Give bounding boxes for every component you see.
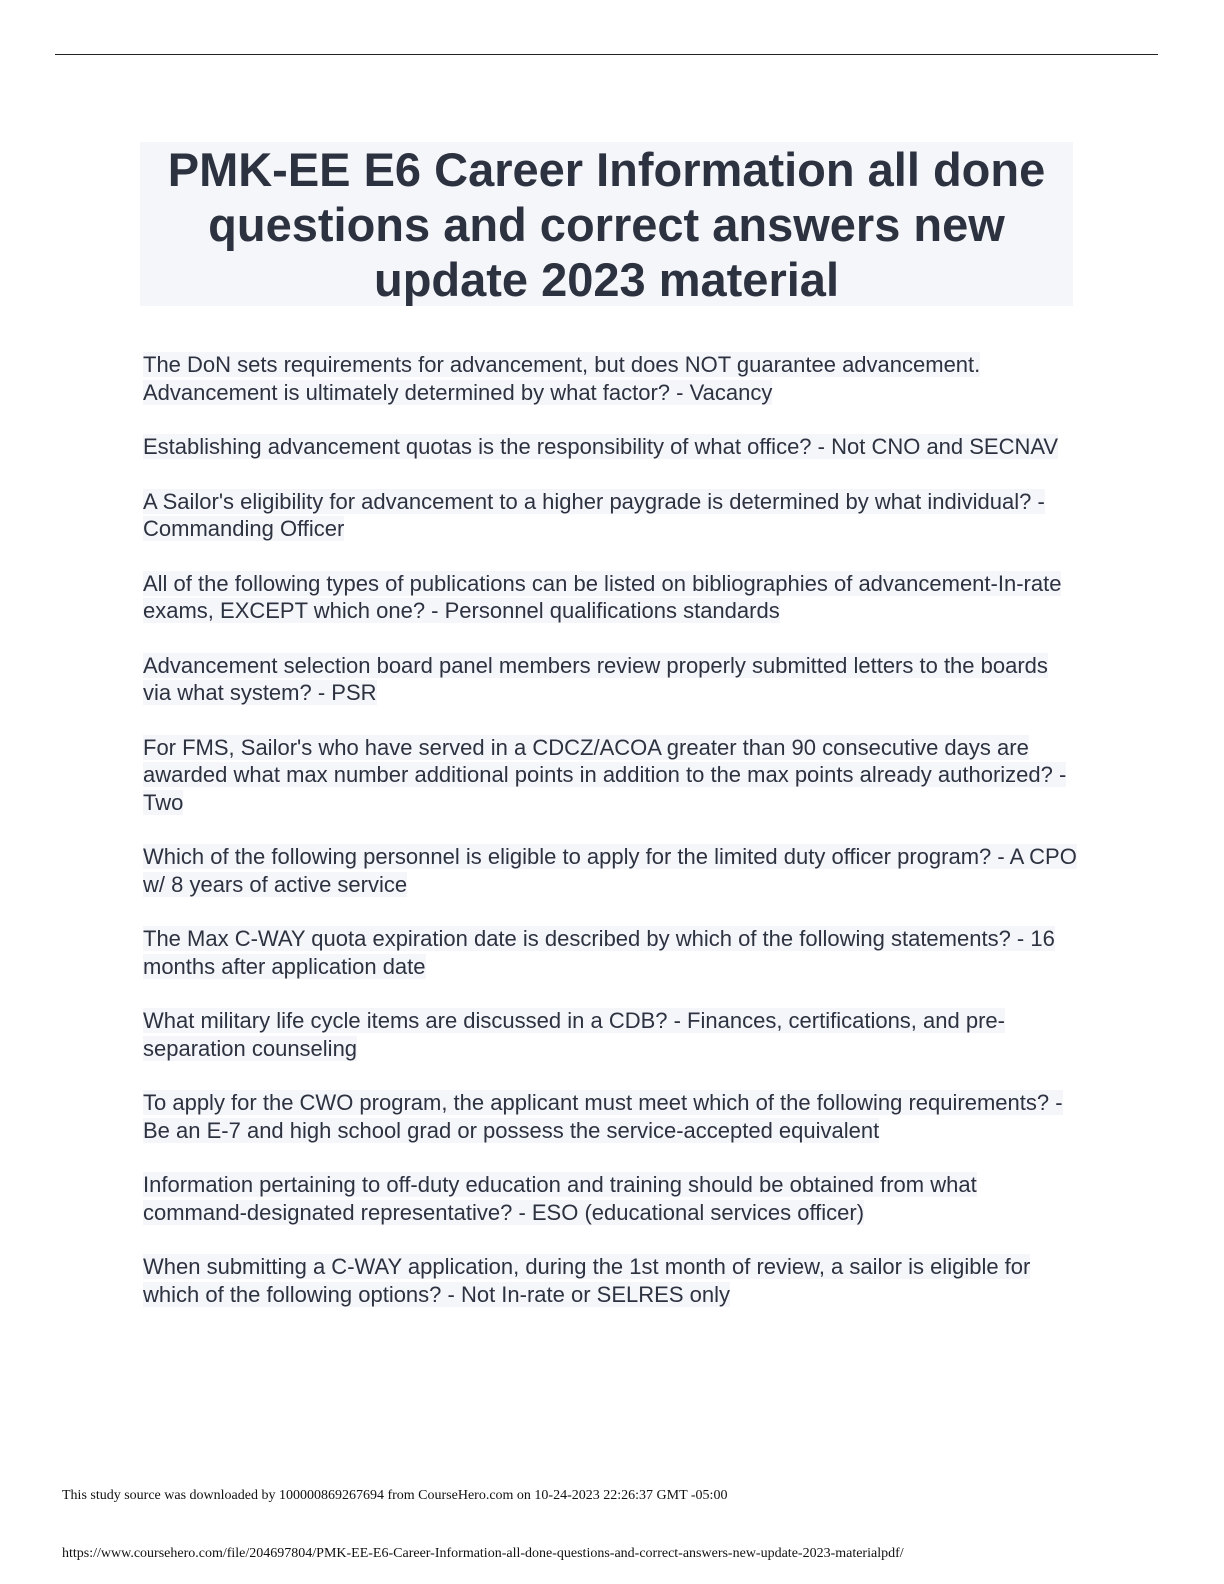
qa-text: Advancement selection board panel members review properly submitted letters to the boards via what system? - PSR (143, 652, 1048, 705)
qa-text: Establishing advancement quotas is the responsibility of what office? - Not CNO and SECNAV (143, 434, 1059, 459)
qa-text: What military life cycle items are discussed in a CDB? - Finances, certifications, and pre-separation counseling (143, 1008, 1005, 1061)
qa-item (143, 1089, 1078, 1144)
qa-item (143, 843, 1078, 898)
qa-text: The Max C-WAY quota expiration date is described by which of the following statements? - 16 months after application date (143, 926, 1055, 979)
qa-item (143, 351, 1078, 406)
footer-source-text: This study source was downloaded by 100000869267694 from CourseHero.com on 10-24-2023 22:26:37 GMT -05:00 (62, 1488, 728, 1503)
qa-text: All of the following types of publications can be listed on bibliographies of advancement-In-rate exams, EXCEPT which one? - Personnel qualifications standards (143, 570, 1062, 623)
qa-text: Which of the following personnel is eligible to apply for the limited duty officer program? - A CPO w/ 8 years of active service (143, 844, 1077, 897)
qa-item (143, 734, 1078, 817)
footer-url[interactable]: https://www.coursehero.com/file/204697804/PMK-EE-E6-Career-Information-all-done-questions-and-correct-answers-new-update-2023-materialpdf/ (62, 1546, 904, 1561)
qa-text: Information pertaining to off-duty education and training should be obtained from what command-designated representative? - ESO (educational services officer) (143, 1172, 977, 1225)
qa-item (143, 1253, 1078, 1308)
qa-item (143, 570, 1078, 625)
qa-item (143, 1007, 1078, 1062)
qa-item (143, 1171, 1078, 1226)
page-title: PMK-EE E6 Career Information all done questions and correct answers new update 2023 material (167, 142, 1046, 306)
qa-item (143, 652, 1078, 707)
qa-list (143, 351, 1078, 1335)
qa-item (143, 488, 1078, 543)
title-box (140, 142, 1073, 306)
qa-text: To apply for the CWO program, the applicant must meet which of the following requirements? - Be an E-7 and high school grad or possess the service-accepted equivalent (143, 1090, 1063, 1143)
top-divider (55, 54, 1158, 55)
qa-text: The DoN sets requirements for advancement, but does NOT guarantee advancement. Advancement is ultimately determined by what factor? - Vacancy (143, 352, 981, 405)
qa-text: When submitting a C-WAY application, during the 1st month of review, a sailor is eligible for which of the following options? - Not In-rate or SELRES only (143, 1254, 1031, 1307)
qa-text: For FMS, Sailor's who have served in a CDCZ/ACOA greater than 90 consecutive days are awarded what max number additional points in addition to the max points already authorized? - Two (143, 734, 1067, 815)
qa-item (143, 925, 1078, 980)
qa-item (143, 433, 1078, 461)
qa-text: A Sailor's eligibility for advancement to a higher paygrade is determined by what individual? - Commanding Officer (143, 488, 1045, 541)
